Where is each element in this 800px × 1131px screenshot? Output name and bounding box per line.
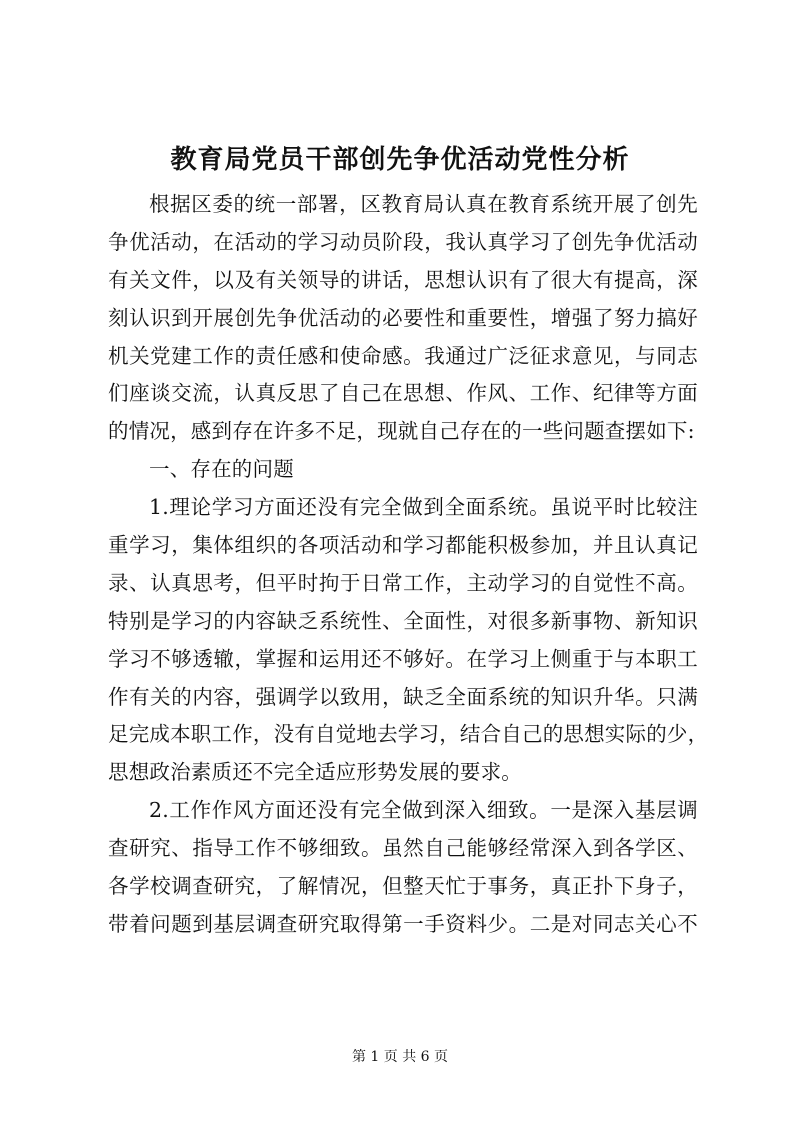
body-line: 带着问题到基层调查研究取得第一手资料少。二是对同志关心不 xyxy=(108,911,698,936)
body-line: 足完成本职工作，没有自觉地去学习，结合自己的思想实际的少， xyxy=(108,722,709,747)
page-footer: 第 1 页 共 6 页 xyxy=(351,1049,449,1065)
document-title: 教育局党员干部创先争优活动党性分析 xyxy=(170,145,630,175)
body-line: 作有关的内容，强调学以致用，缺乏全面系统的知识升华。只满 xyxy=(108,684,698,709)
body-line: 的情况，感到存在许多不足，现就自己存在的一些问题查摆如下: xyxy=(108,419,695,444)
body-line: 录、认真思考，但平时拘于日常工作，主动学习的自觉性不高。 xyxy=(108,570,698,595)
body-line: 查研究、指导工作不够细致。虽然自己能够经常深入到各学区、 xyxy=(108,836,698,861)
body-line: 1.理论学习方面还没有完全做到全面系统。虽说平时比较注 xyxy=(149,495,698,520)
body-line: 刻认识到开展创先争优活动的必要性和重要性，增强了努力搞好 xyxy=(108,305,698,330)
document-body xyxy=(108,186,709,944)
body-line: 思想政治素质还不完全适应形势发展的要求。 xyxy=(108,760,522,785)
body-line: 机关党建工作的责任感和使命感。我通过广泛征求意见，与同志 xyxy=(108,343,698,368)
body-line: 重学习，集体组织的各项活动和学习都能积极参加，并且认真记 xyxy=(108,533,698,558)
body-line: 争优活动，在活动的学习动员阶段，我认真学习了创先争优活动 xyxy=(108,229,698,254)
body-line: 学习不够透辙，掌握和运用还不够好。在学习上侧重于与本职工 xyxy=(108,646,698,671)
body-line: 们座谈交流，认真反思了自己在思想、作风、工作、纪律等方面 xyxy=(108,381,698,406)
body-line: 特别是学习的内容缺乏系统性、全面性，对很多新事物、新知识 xyxy=(108,608,698,633)
body-line: 有关文件，以及有关领导的讲话，思想认识有了很大有提高，深 xyxy=(108,267,698,292)
body-line: 各学校调查研究，了解情况，但整天忙于事务，真正扑下身子， xyxy=(108,874,698,899)
body-line: 一、存在的问题 xyxy=(149,457,294,482)
body-line: 根据区委的统一部署，区教育局认真在教育系统开展了创先 xyxy=(149,192,698,216)
body-line: 2.工作作风方面还没有完全做到深入细致。一是深入基层调 xyxy=(149,798,698,823)
